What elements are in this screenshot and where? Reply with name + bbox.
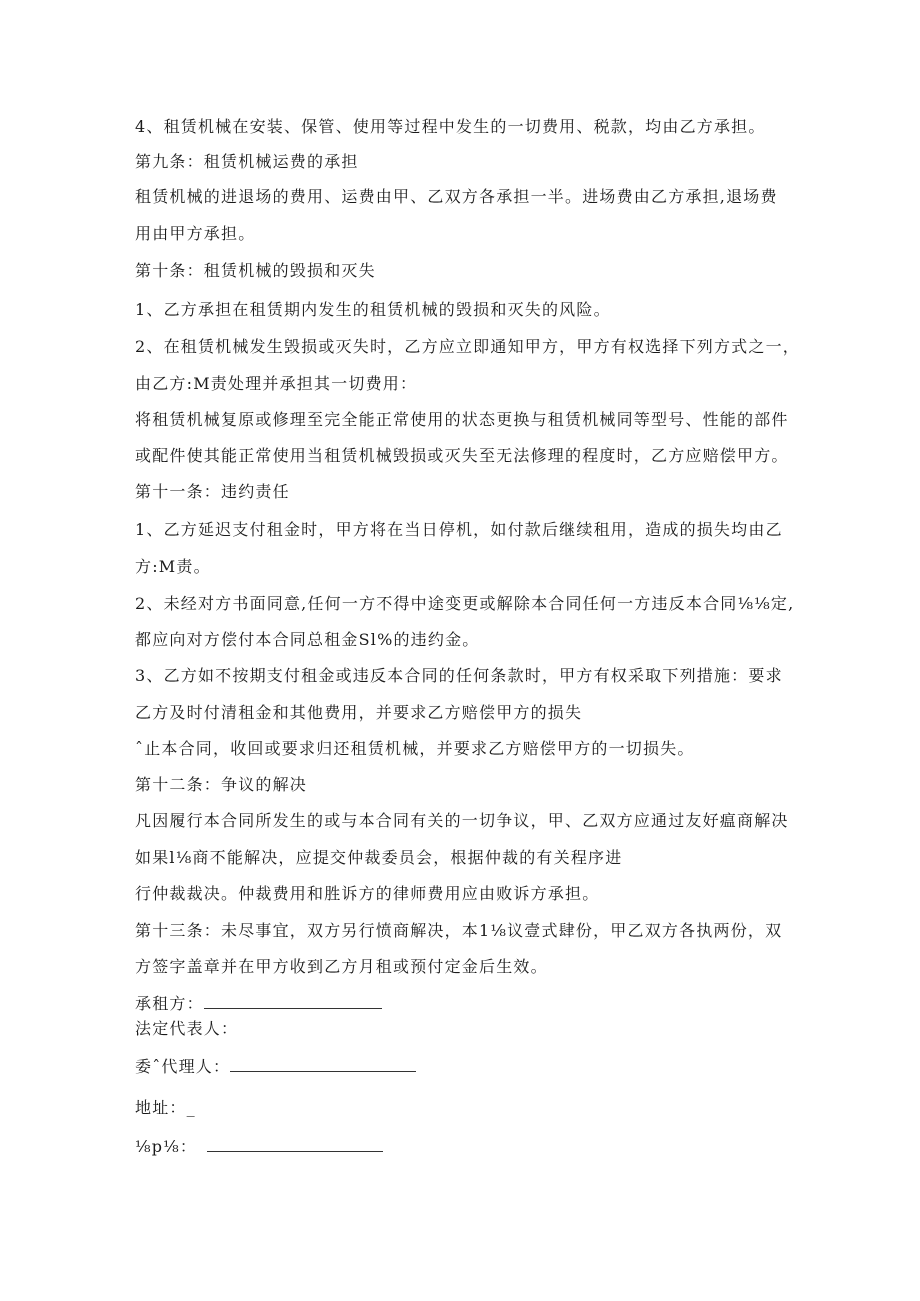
clause-text: 凡因履行本合同所发生的或与本合同有关的一切争议，甲、乙双方应通过友好瘟商解决 [135,811,789,830]
clause-text: ˆ止本合同，收回或要求归还租赁机械，并要求乙方赔偿甲方的一切损失。 [135,739,695,758]
clause-text: 1、乙方承担在租赁期内发生的租赁机械的毁损和灭失的风险。 [135,300,611,319]
agent-label: 委ˆ代理人： [135,1057,231,1076]
article-heading: 第十一条：违约责任 [135,482,290,501]
clause-text: 4、租赁机械在安装、保管、使用等过程中发生的一切费用、税款，均由乙方承担。 [135,117,766,136]
clause-text: 将租赁机械复原或修理至完全能正常使用的状态更换与租赁机械同等型号、性能的部件 [135,410,789,429]
legal-rep-label: 法定代表人： [135,1019,239,1038]
article-heading: 第九条：租赁机械运费的承担 [135,152,359,171]
clause-text: 2、在租赁机械发生毁损或灭失时，乙方应立即通知甲方，甲方有权选择下列方式之一， [135,337,800,356]
agent-blank [230,1057,416,1072]
clause-text: 都应向对方偿付本合同总租金Sl%的违约金。 [135,630,480,649]
clause-text: 如果l⅛商不能解决，应提交仲裁委员会，根据仲裁的有关程序进 [135,848,623,867]
clause-text: 乙方及时付清租金和其他费用，并要求乙方赔偿甲方的损失 [135,703,583,722]
article-heading: 第十条：租赁机械的毁损和灭失 [135,261,376,280]
article-heading: 第十二条：争议的解决 [135,775,308,794]
address-label: 地址：_ [135,1098,196,1117]
clause-text: 行仲裁裁决。仲裁费用和胜诉方的律师费用应由败诉方承担。 [135,884,600,903]
lessee-blank [204,994,382,1009]
clause-text: 3、乙方如不按期支付租金或违反本合同的任何条款时，甲方有权采取下列措施：要求 [135,666,783,685]
address-line [135,1098,196,1118]
clause-text: 1、乙方延迟支付租金时，甲方将在当日停机，如付款后继续租用，造成的损失均由乙 [135,520,783,539]
clause-text: 方:M责。 [135,557,211,576]
clause-text: 2、未经对方书面同意,任何一方不得中途变更或解除本合同任何一方违反本合同⅛⅛定, [135,594,795,613]
legal-rep-line [135,1019,238,1039]
phone-blank [207,1137,383,1152]
agent-signature-line [135,1057,416,1077]
clause-text: 由乙方:M责处理并承担其一切费用： [135,374,418,393]
phone-line [135,1137,383,1157]
clause-text: 方签字盖章并在甲方收到乙方月租或预付定金后生效。 [135,957,548,976]
clause-text: 租赁机械的进退场的费用、运费由甲、乙双方各承担一半。进场费由乙方承担,退场费 [135,187,778,206]
clause-text: 或配件使其能正常使用当租赁机械毁损或灭失至无法修理的程度时，乙方应赔偿甲方。 [135,446,789,465]
lessee-signature-line [135,994,382,1014]
phone-label: ⅛p⅛： [135,1137,198,1156]
clause-text: 用由甲方承担。 [135,224,256,243]
lessee-label: 承租方： [135,994,204,1013]
article-heading: 第十三条：未尽事宜，双方另行愤商解决，本1⅛议壹式肆份，甲乙双方各执两份，双 [135,921,783,940]
